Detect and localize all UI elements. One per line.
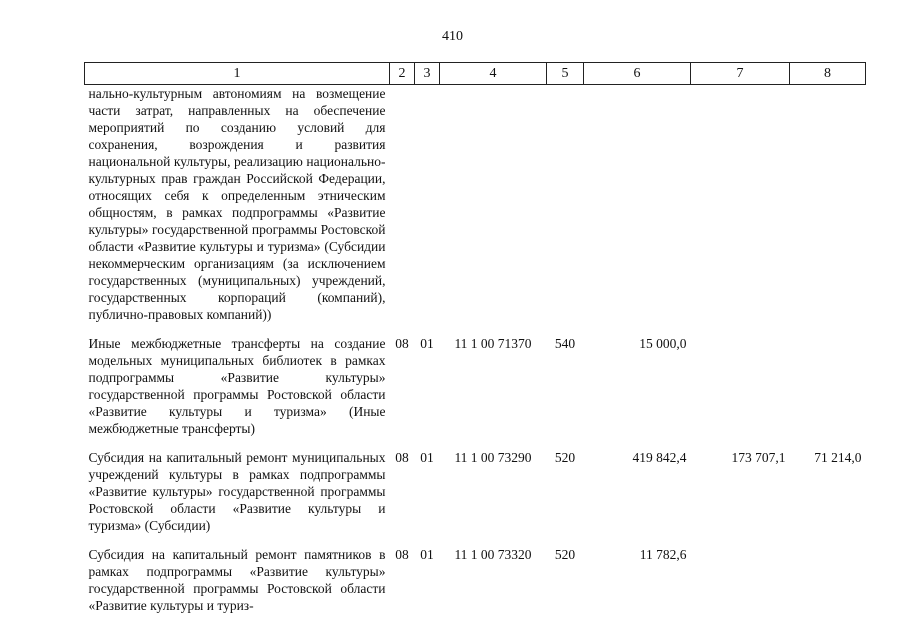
row-description: нально-культурным автономиям на возмещение части затрат, направленных на обеспечение мероприятий по созданию условий для сохранения, возрождения и развития национальной культуры, реализацию национально-культурных прав граждан Российской Федерации, относящих себя к определенным этническим общностям, в рамках подпрограммы «Развитие культуры» государственной программы Ростовской области «Развитие культуры и туризма» (Субсидии некоммерческим организациям (за исключением государственных (муниципальных) учреждений, государственных корпораций (компаний), публично-правовых компаний))	[88, 86, 386, 322]
row-section: 08	[395, 547, 409, 562]
row-spacer	[85, 323, 866, 335]
header-col-5: 5	[547, 63, 584, 85]
header-col-6: 6	[584, 63, 691, 85]
row-description: Субсидия на капитальный ремонт памятников в рамках подпрограммы «Развитие культуры» государственной программы Ростовской области «Развитие культуры и туриз-	[88, 547, 386, 613]
row-subsection	[415, 85, 440, 324]
row-description: Субсидия на капитальный ремонт муниципальных учреждений культуры в рамках подпрограммы «Развитие культуры» государственной программы Ростовской области «Развитие культуры и туризма» (Субсидии)	[88, 450, 386, 533]
row-amount-1: 419 842,4	[632, 450, 687, 465]
row-section	[390, 85, 415, 324]
row-spacer-cell	[85, 323, 866, 335]
row-amount-2	[691, 546, 790, 614]
row-expense-type: 520	[554, 450, 576, 465]
page-number: 410	[442, 29, 463, 44]
row-amount-3	[790, 335, 866, 437]
header-col-7: 7	[691, 63, 790, 85]
row-section: 08	[395, 336, 409, 351]
row-spacer-cell	[85, 534, 866, 546]
row-subsection: 01	[420, 547, 434, 562]
row-target-article	[440, 85, 547, 324]
table-row	[85, 546, 866, 614]
row-spacer	[85, 437, 866, 449]
row-spacer-cell	[85, 437, 866, 449]
header-row	[85, 63, 866, 85]
row-amount-3: 71 214,0	[814, 450, 862, 465]
row-target-article: 11 1 00 73320	[454, 547, 532, 562]
row-amount-1: 11 782,6	[639, 547, 687, 562]
table-header	[85, 63, 866, 85]
row-description: Иные межбюджетные трансферты на создание модельных муниципальных библиотек в рамках подпрограммы «Развитие культуры» государственной программы Ростовской области «Развитие культуры и туризма» (Иные межбюджетные трансферты)	[88, 336, 386, 436]
row-expense-type	[547, 85, 584, 324]
row-amount-2	[691, 335, 790, 437]
row-amount-3	[790, 546, 866, 614]
table-row	[85, 449, 866, 534]
row-target-article: 11 1 00 73290	[454, 450, 532, 465]
row-amount-2	[691, 85, 790, 324]
header-col-3: 3	[415, 63, 440, 85]
row-spacer	[85, 534, 866, 546]
row-amount-3	[790, 85, 866, 324]
row-subsection: 01	[420, 450, 434, 465]
row-expense-type: 520	[554, 547, 576, 562]
row-amount-1: 15 000,0	[639, 336, 687, 351]
table-row	[85, 85, 866, 324]
row-section: 08	[395, 450, 409, 465]
table-body	[85, 85, 866, 615]
row-amount-2: 173 707,1	[731, 450, 786, 465]
header-col-4: 4	[440, 63, 547, 85]
header-col-8: 8	[790, 63, 866, 85]
row-amount-1	[584, 85, 691, 324]
table-row	[85, 335, 866, 437]
header-col-1: 1	[85, 63, 390, 85]
row-subsection: 01	[420, 336, 434, 351]
row-target-article: 11 1 00 71370	[454, 336, 532, 351]
budget-table	[84, 62, 866, 614]
row-expense-type: 540	[554, 336, 576, 351]
header-col-2: 2	[390, 63, 415, 85]
